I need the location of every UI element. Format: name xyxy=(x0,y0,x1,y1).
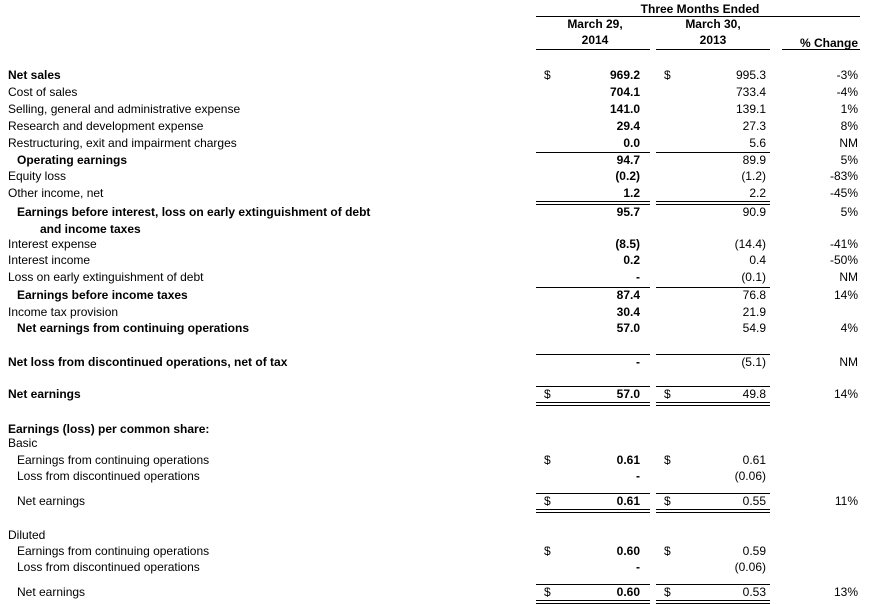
subtotal-rule-2013 xyxy=(656,152,770,153)
value-2014: 0.61 xyxy=(616,453,640,467)
pct-change: 5% xyxy=(840,153,858,167)
double-rule-2013 xyxy=(656,402,770,406)
value-2014: (8.5) xyxy=(615,237,640,251)
row-label: Interest income xyxy=(8,253,91,267)
pct-change: -41% xyxy=(829,237,858,251)
row-label: Loss from discontinued operations xyxy=(17,469,200,483)
row-label: Net sales xyxy=(8,68,61,82)
col2-header-line2: 2013 xyxy=(699,33,727,47)
value-2014: 94.7 xyxy=(616,153,640,167)
row-label: Loss on early extinguishment of debt xyxy=(8,270,204,284)
value-2014: (0.2) xyxy=(615,169,640,183)
pct-change: NM xyxy=(839,355,858,369)
col1-header-line2: 2014 xyxy=(581,33,609,47)
value-2014: 141.0 xyxy=(609,102,640,116)
row-label: Restructuring, exit and impairment charges xyxy=(8,136,237,150)
value-2014: 57.0 xyxy=(616,321,640,335)
double-rule-2014 xyxy=(536,600,650,604)
value-2013: 54.9 xyxy=(742,321,766,335)
value-2013: 0.61 xyxy=(742,453,766,467)
value-2013: (0.06) xyxy=(734,560,766,574)
pct-change: -3% xyxy=(836,68,858,82)
currency-symbol: $ xyxy=(544,494,551,508)
currency-symbol: $ xyxy=(664,453,671,467)
row-label: Operating earnings xyxy=(17,153,128,167)
row-label: Diluted xyxy=(8,528,46,542)
currency-symbol: $ xyxy=(544,544,551,558)
double-rule-2013 xyxy=(656,509,770,513)
value-2014: 0.2 xyxy=(623,253,640,267)
double-rule-2014 xyxy=(536,509,650,513)
value-2013: 27.3 xyxy=(742,119,766,133)
col1-header-rule xyxy=(536,49,650,50)
pct-change: 1% xyxy=(840,102,858,116)
pct-change: -50% xyxy=(829,253,858,267)
value-2013: 2.2 xyxy=(749,186,766,200)
subtotal-rule-2013 xyxy=(656,386,770,387)
value-2014: - xyxy=(636,469,640,483)
row-label: Interest expense xyxy=(8,237,97,251)
value-2013: 0.53 xyxy=(742,585,766,599)
value-2013: 76.8 xyxy=(742,288,766,302)
row-label: Other income, net xyxy=(8,186,104,200)
currency-symbol: $ xyxy=(664,387,671,401)
row-label: Net earnings from continuing operations xyxy=(17,321,250,335)
row-label: Net earnings xyxy=(8,387,81,401)
pct-change: 4% xyxy=(840,321,858,335)
value-2013: 139.1 xyxy=(735,102,766,116)
value-2014: 704.1 xyxy=(609,85,640,99)
value-2013: 0.4 xyxy=(749,253,766,267)
pct-change: 14% xyxy=(833,288,858,302)
row-label: Net earnings xyxy=(17,494,86,508)
row-label: Earnings before interest, loss on early extinguishment of debt xyxy=(17,205,371,219)
currency-symbol: $ xyxy=(664,544,671,558)
value-2013: (1.2) xyxy=(741,169,766,183)
row-label: Equity loss xyxy=(8,169,67,183)
value-2013: 49.8 xyxy=(742,387,766,401)
subtotal-rule-2014 xyxy=(536,493,650,494)
pct-change: NM xyxy=(839,270,858,284)
period-header: Three Months Ended xyxy=(640,2,760,16)
currency-symbol: $ xyxy=(544,585,551,599)
row-label: Selling, general and administrative expense xyxy=(8,102,241,116)
row-label-cont: and income taxes xyxy=(40,222,141,236)
pct-change: 11% xyxy=(834,494,858,508)
value-2014: 57.0 xyxy=(616,387,640,401)
double-rule-2013 xyxy=(656,600,770,604)
col3-header: % Change xyxy=(799,36,858,50)
value-2013: (5.1) xyxy=(741,355,766,369)
currency-symbol: $ xyxy=(544,68,551,82)
currency-symbol: $ xyxy=(544,387,551,401)
subtotal-rule-2014 xyxy=(536,584,650,585)
value-2014: 0.61 xyxy=(616,494,640,508)
pct-change: 14% xyxy=(833,387,858,401)
value-2014: 29.4 xyxy=(616,119,640,133)
currency-symbol: $ xyxy=(664,68,671,82)
col2-header-rule xyxy=(656,49,770,50)
value-2013: 21.9 xyxy=(742,305,766,319)
pct-change: -45% xyxy=(829,186,858,200)
subtotal-rule-2014 xyxy=(536,204,650,205)
pct-change: -4% xyxy=(836,85,858,99)
row-label: Earnings from continuing operations xyxy=(17,544,210,558)
row-label: Earnings (loss) per common share: xyxy=(8,422,210,436)
row-label: Loss from discontinued operations xyxy=(17,560,200,574)
subtotal-rule-2013 xyxy=(656,584,770,585)
value-2014: - xyxy=(636,270,640,284)
value-2014: 30.4 xyxy=(616,305,640,319)
value-2014: 0.60 xyxy=(616,585,640,599)
value-2014: - xyxy=(636,560,640,574)
value-2014: 1.2 xyxy=(623,186,640,200)
value-2014: 95.7 xyxy=(616,205,640,219)
value-2014: 969.2 xyxy=(609,68,640,82)
currency-symbol: $ xyxy=(664,494,671,508)
col3-header-rule xyxy=(782,49,860,50)
subtotal-rule-2014 xyxy=(536,201,650,202)
subtotal-rule-2014 xyxy=(536,386,650,387)
subtotal-rule-2013 xyxy=(656,287,770,288)
currency-symbol: $ xyxy=(664,585,671,599)
subtotal-rule-2013 xyxy=(656,201,770,202)
double-rule-2014 xyxy=(536,402,650,406)
value-2014: 0.60 xyxy=(616,544,640,558)
subtotal-rule-2014 xyxy=(536,354,650,355)
value-2013: 89.9 xyxy=(742,153,766,167)
row-label: Net earnings xyxy=(17,585,86,599)
value-2013: 733.4 xyxy=(735,85,766,99)
value-2014: 87.4 xyxy=(616,288,640,302)
value-2013: (14.4) xyxy=(734,237,766,251)
value-2013: 0.59 xyxy=(742,544,766,558)
subtotal-rule-2014 xyxy=(536,152,650,153)
value-2013: 90.9 xyxy=(742,205,766,219)
pct-change: -83% xyxy=(829,169,858,183)
value-2014: 0.0 xyxy=(623,136,640,150)
row-label: Basic xyxy=(8,436,38,450)
subtotal-rule-2013 xyxy=(656,204,770,205)
value-2013: (0.06) xyxy=(734,469,766,483)
row-label: Net loss from discontinued operations, net of tax xyxy=(8,355,288,369)
row-label: Cost of sales xyxy=(8,85,78,99)
pct-change: 5% xyxy=(840,205,858,219)
value-2013: 0.55 xyxy=(742,494,766,508)
value-2013: 995.3 xyxy=(735,68,766,82)
subtotal-rule-2013 xyxy=(656,493,770,494)
value-2013: 5.6 xyxy=(749,136,766,150)
value-2013: (0.1) xyxy=(741,270,766,284)
row-label: Research and development expense xyxy=(8,119,204,133)
subtotal-rule-2014 xyxy=(536,287,650,288)
col2-header-line1: March 30, xyxy=(685,17,741,31)
currency-symbol: $ xyxy=(544,453,551,467)
value-2014: - xyxy=(636,355,640,369)
col1-header-line1: March 29, xyxy=(567,17,623,31)
pct-change: NM xyxy=(839,136,858,150)
subtotal-rule-2013 xyxy=(656,354,770,355)
pct-change: 8% xyxy=(840,119,858,133)
pct-change: 13% xyxy=(833,585,858,599)
row-label: Income tax provision xyxy=(8,305,119,319)
row-label: Earnings before income taxes xyxy=(17,288,188,302)
row-label: Earnings from continuing operations xyxy=(17,453,210,467)
